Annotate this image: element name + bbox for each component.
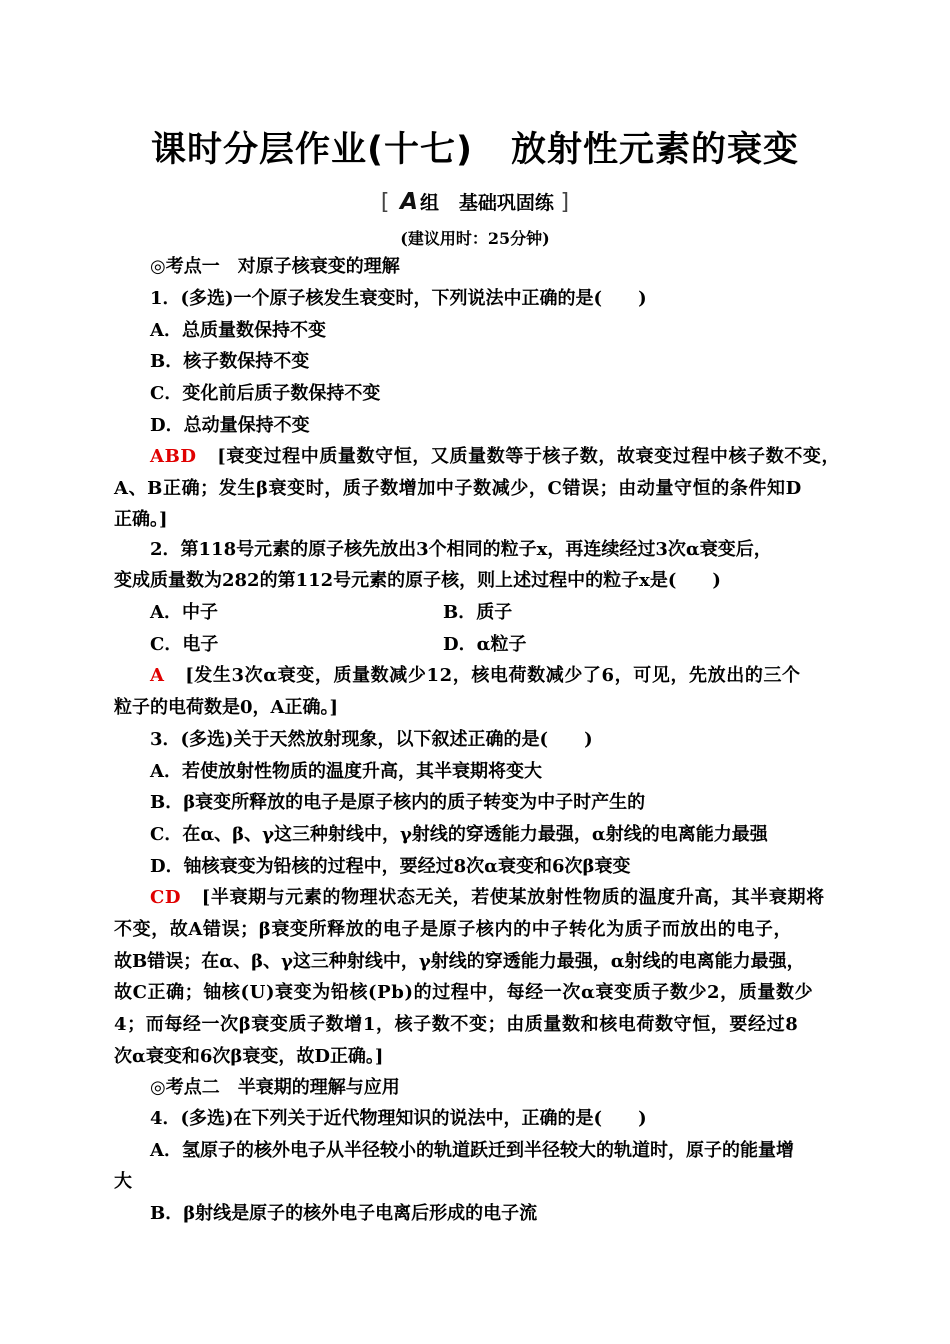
q2-option-a: A．中子 xyxy=(150,602,218,623)
q1-explanation-line-2: A、B正确；发生β衰变时，质子数增加中子数减少，C错误；由动量守恒的条件知D xyxy=(114,478,802,499)
q1-explanation-text: [衰变过程中质量数守恒，又质量数等于核子数，故衰变过程中核子数不变， xyxy=(217,446,841,467)
q3-option-c: C．在α、β、γ这三种射线中，γ射线的穿透能力最强，α射线的电离能力最强 xyxy=(150,824,768,845)
q3-explanation-line-2: 不变，故A错误；β衰变所释放的电子是原子核内的中子转化为质子而放出的电子， xyxy=(114,919,793,940)
q3-stem: 3．(多选)关于天然放射现象，以下叙述正确的是( ) xyxy=(150,729,593,750)
title-main: 课时分层作业(十七) xyxy=(150,130,473,170)
q2-answer: A xyxy=(150,665,165,686)
q1-option-d: D．总动量保持不变 xyxy=(150,415,310,436)
q4-option-b: B．β射线是原子的核外电子电离后形成的电子流 xyxy=(150,1203,538,1224)
q4-option-a-line-2: 大 xyxy=(114,1171,132,1192)
q3-explanation-line-4: 故C正确；铀核(U)衰变为铅核(Pb)的过程中，每经一次α衰变质子数少2，质量数少 xyxy=(114,982,814,1003)
q1-stem: 1．(多选)一个原子核发生衰变时，下列说法中正确的是( ) xyxy=(150,288,647,309)
q2-explanation-text: [发生3次α衰变，质量数减少12，核电荷数减少了6，可见，先放出的三个 xyxy=(185,665,801,686)
page-title xyxy=(0,122,950,172)
section-heading-1: ◎考点一 对原子核衰变的理解 xyxy=(150,256,400,277)
q4-option-a-line-1: A．氢原子的核外电子从半径较小的轨道跃迁到半径较大的轨道时，原子的能量增 xyxy=(150,1140,794,1161)
q3-option-d: D．铀核衰变为铅核的过程中，要经过8次α衰变和6次β衰变 xyxy=(150,856,631,877)
q1-answer: ABD xyxy=(150,446,197,467)
q2-option-c: C．电子 xyxy=(150,634,219,655)
title-sub: 放射性元素的衰变 xyxy=(510,130,799,170)
q2-option-d: D．α粒子 xyxy=(443,634,527,655)
suggested-time: (建议用时：25分钟) xyxy=(400,229,550,248)
q3-explanation-line-3: 故B错误；在α、β、γ这三种射线中，γ射线的穿透能力最强，α射线的电离能力最强， xyxy=(114,951,805,972)
q1-option-b: B．核子数保持不变 xyxy=(150,351,310,372)
q3-explanation-line-5: 4；而每经一次β衰变质子数增1，核子数不变；由质量数和核电荷数守恒，要经过8 xyxy=(114,1014,799,1035)
q3-explanation-text: [半衰期与元素的物理状态无关，若使某放射性物质的温度升高，其半衰期将 xyxy=(201,887,825,908)
q4-stem: 4．(多选)在下列关于近代物理知识的说法中，正确的是( ) xyxy=(150,1108,647,1129)
q3-answer: CD xyxy=(150,887,182,908)
q2-stem-line-1: 2．第118号元素的原子核先放出3个相同的粒子x，再连续经过3次α衰变后， xyxy=(150,539,772,560)
group-right-bracket: ] xyxy=(560,190,570,215)
section-heading-2: ◎考点二 半衰期的理解与应用 xyxy=(150,1077,400,1098)
group-letter-logo: A xyxy=(400,189,418,215)
q3-option-b: B．β衰变所释放的电子是原子核内的质子转变为中子时产生的 xyxy=(150,792,646,813)
group-name: 基础巩固练 xyxy=(458,192,554,214)
q2-explanation-line-2: 粒子的电荷数是0，A正确。] xyxy=(114,697,339,718)
q2-explanation-line-1 xyxy=(150,664,801,688)
q1-option-c: C．变化前后质子数保持不变 xyxy=(150,383,381,404)
group-header xyxy=(0,188,950,215)
group-label: 组 xyxy=(419,192,439,214)
group-left-bracket: [ xyxy=(380,190,390,215)
q2-stem-line-2: 变成质量数为282的第112号元素的原子核，则上述过程中的粒子x是( ) xyxy=(114,570,721,591)
q1-explanation-line-3: 正确。] xyxy=(114,509,168,530)
q1-option-a: A．总质量数保持不变 xyxy=(150,320,326,341)
q1-explanation-line-1 xyxy=(150,445,840,469)
q3-option-a: A．若使放射性物质的温度升高，其半衰期将变大 xyxy=(150,761,542,782)
q2-option-b: B．质子 xyxy=(443,602,513,623)
q3-explanation-line-6: 次α衰变和6次β衰变，故D正确。] xyxy=(114,1046,384,1067)
q3-explanation-line-1 xyxy=(150,886,825,910)
